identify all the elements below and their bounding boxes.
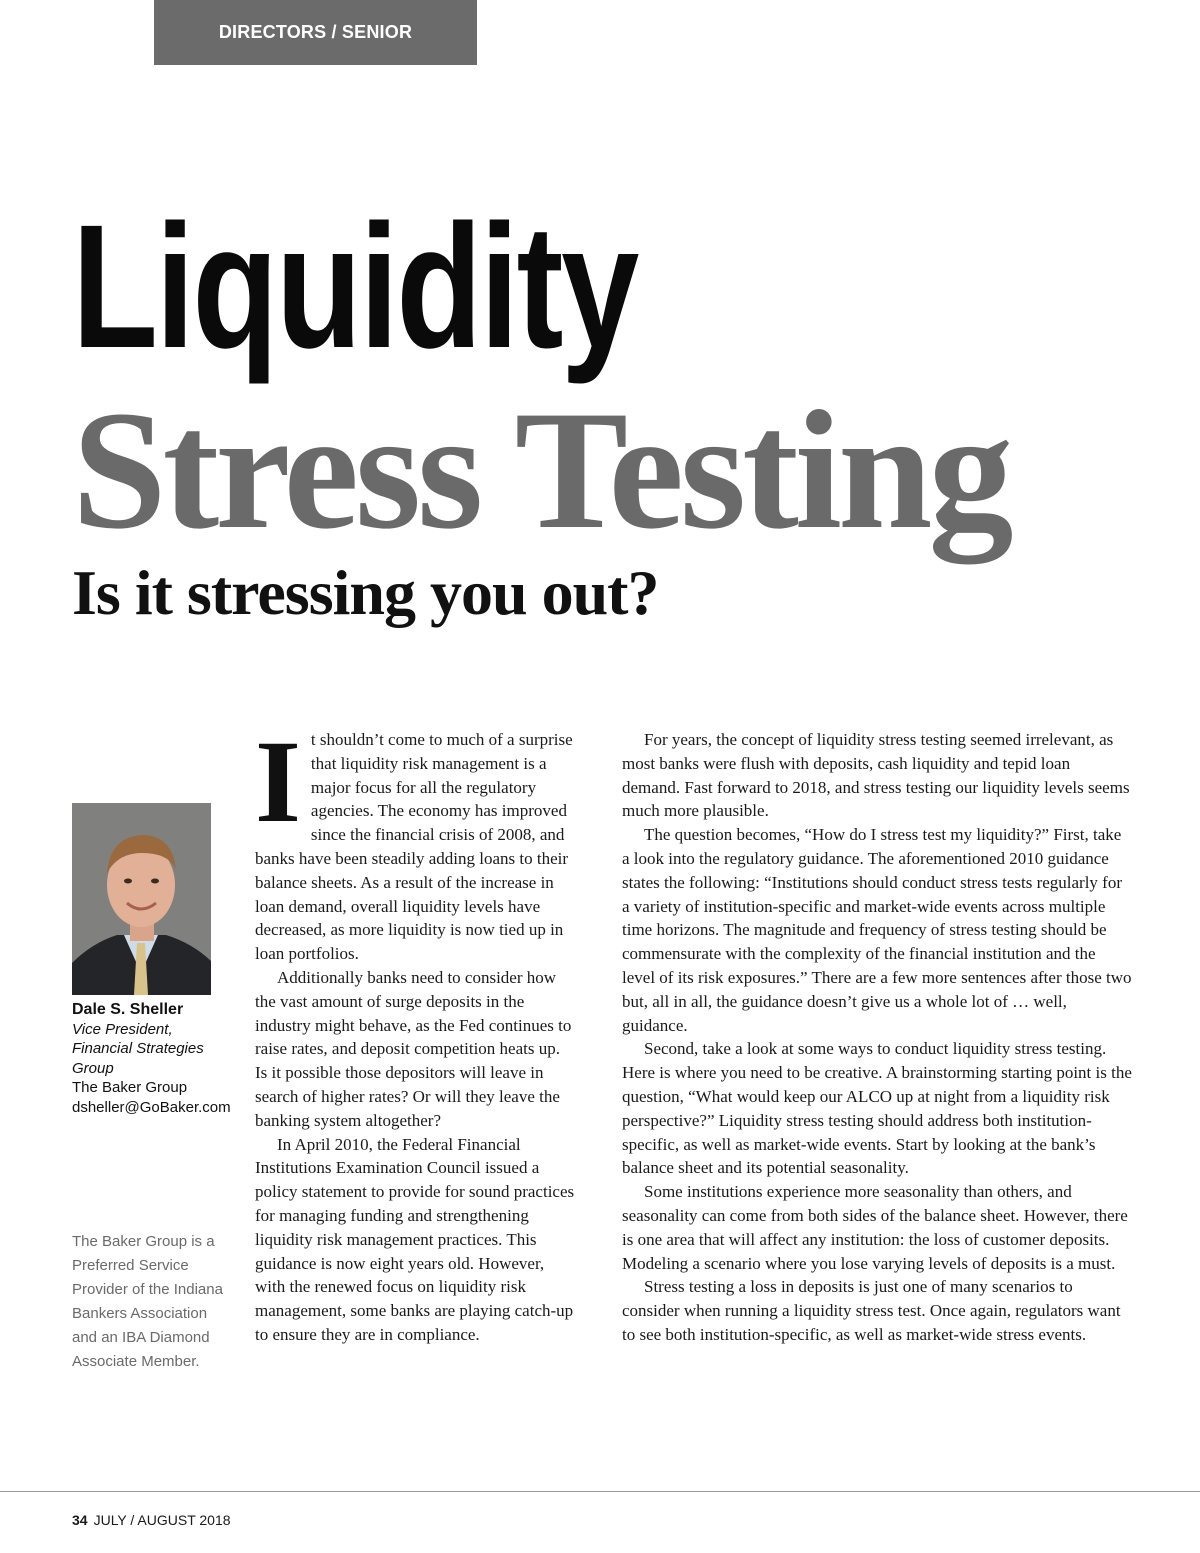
author-email[interactable]: dsheller@GoBaker.com <box>72 1098 231 1116</box>
subtitle: Is it stressing you out? <box>72 557 659 628</box>
sidenote: The Baker Group is a Preferred Service Provider of the Indiana Bankers Association and an IBA Diamond Associate Member. <box>72 1233 223 1370</box>
paragraph: For years, the concept of liquidity stress testing seemed irrelevant, as most banks were flush with deposits, cash liquidity and tepid loan demand. Fast forward to 2018, and stress testing our liquidity levels seems much more plausible. <box>622 730 1130 821</box>
page-footer <box>72 1512 231 1528</box>
paragraph: The question becomes, “How do I stress test my liquidity?” First, take a look into the regulatory guidance. The aforementioned 2010 guidance states the following: “Institutions should conduct stress tests regularly for a variety of institution-specific and market-wide events across multiple time horizons. The magnitude and frequency of stress testing should be commensurate with the complexity of the financial institution and the level of its risk exposures.” There are a few more sentences after those two but, all in all, the guidance doesn’t give us a whole lot of … well, guidance. <box>622 825 1132 1035</box>
paragraph: Some institutions experience more seasonality than others, and seasonality can come from both sides of the balance sheet. However, there is one area that will affect any institution: the loss of customer deposits. Modeling a scenario where you lose varying levels of deposits is a must. <box>622 1182 1128 1273</box>
author-photo <box>72 803 211 995</box>
section-label: DIRECTORS / SENIOR MANAGEMENT <box>154 0 477 65</box>
paragraph: Stress testing a loss in deposits is just one of many scenarios to consider when running a liquidity stress test. Once again, regulators want to see both institution-specific, as well as market-wide stress events. <box>622 1277 1121 1344</box>
page-number: 34 <box>72 1512 88 1528</box>
author-title: Vice President, Financial Strategies Group <box>72 1020 204 1077</box>
author-block <box>72 1000 232 1117</box>
article-column-2 <box>622 728 1132 1347</box>
paragraph: It shouldn’t come to much of a surprise that liquidity risk management is a major focus for all the regulatory agencies. The economy has improved since the financial crisis of 2008, and banks have been steadily adding loans to their balance sheets. As a result of the increase in loan demand, overall liquidity levels have decreased, as more liquidity is now tied up in loan portfolios. <box>255 716 573 964</box>
author-company: The Baker Group <box>72 1079 188 1096</box>
paragraph: Additionally banks need to consider how the vast amount of surge deposits in the industry might behave, as the Fed continues to raise rates, and deposit competition heats up. Is it possible those depositors will leave in search of higher rates? Or will they leave the banking system altogether? <box>255 967 572 1130</box>
footer-divider <box>0 1491 1200 1492</box>
paragraph: In April 2010, the Federal Financial Institutions Examination Council issued a policy statement to provide for sound practices for managing funding and strengthening liquidity risk management practices. This guidance is now eight years old. However, with the renewed focus on liquidity risk management, some banks are playing catch-up to ensure they are in compliance. <box>255 1134 575 1344</box>
title-line-1: Liquidity <box>72 189 637 385</box>
paragraph: Second, take a look at some ways to conduct liquidity stress testing. Here is where you need to be creative. A brainstorming starting point is the question, “What would keep our ALCO up at night from a liquidity risk perspective?” Liquidity stress testing should address both institution-specific, as well as market-wide events. Start by looking at the bank’s balance sheet and its potential seasonality. <box>622 1039 1132 1178</box>
drop-cap: I <box>255 716 301 847</box>
issue-date: JULY / AUGUST 2018 <box>93 1512 231 1528</box>
author-name: Dale S. Sheller <box>72 1001 184 1018</box>
title-line-2: Stress Testing <box>72 376 1010 564</box>
article-column-1 <box>255 716 575 1347</box>
